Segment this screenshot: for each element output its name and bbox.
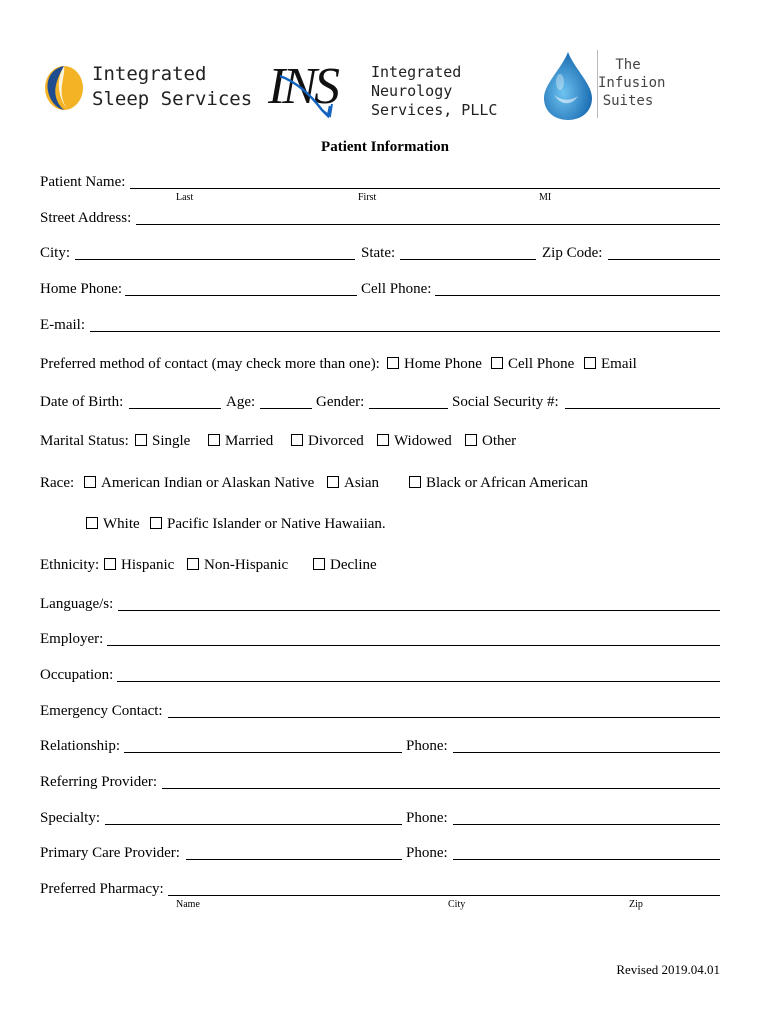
ethnicity-non-hispanic-option[interactable]: Non-Hispanic <box>187 554 288 576</box>
cell-phone-field[interactable] <box>435 295 720 296</box>
race-white-option[interactable]: White <box>86 513 140 535</box>
ethnicity-row <box>40 554 720 576</box>
form-title: Patient Information <box>321 139 449 155</box>
emergency-field[interactable] <box>168 717 720 718</box>
email-row <box>40 314 720 336</box>
language-field[interactable] <box>118 610 720 611</box>
referring-field[interactable] <box>162 788 720 789</box>
gender-label: Gender: <box>316 394 365 410</box>
employer-field[interactable] <box>107 645 720 646</box>
employer-label: Employer: <box>40 631 104 647</box>
ins-logo-line3: Services, PLLC <box>371 101 498 119</box>
sleep-logo-line1: Integrated <box>92 63 207 85</box>
specialty-field[interactable] <box>105 824 402 825</box>
city-field[interactable] <box>75 259 355 260</box>
sleep-logo-icon <box>42 63 86 113</box>
logo-infusion-suites <box>538 48 668 120</box>
language-label: Language/s: <box>40 596 114 612</box>
race-black-option[interactable]: Black or African American <box>409 472 588 494</box>
race-pacific-islander-option[interactable]: Pacific Islander or Native Hawaiian. <box>150 513 386 535</box>
contact-method-label: Preferred method of contact (may check more than one): <box>40 356 380 372</box>
home-phone-label: Home Phone: <box>40 281 123 297</box>
dob-field[interactable] <box>129 408 221 409</box>
relationship-row <box>40 735 720 757</box>
contact-cell-phone-option[interactable]: Cell Phone <box>491 353 574 375</box>
specialty-row <box>40 807 720 829</box>
marital-single-option[interactable]: Single <box>135 430 190 452</box>
patient-name-row <box>40 171 720 203</box>
ins-logo-line1: Integrated <box>371 63 462 81</box>
marital-row <box>40 430 720 452</box>
referring-label: Referring Provider: <box>40 774 158 790</box>
relationship-label: Relationship: <box>40 738 120 754</box>
water-drop-icon <box>540 50 596 122</box>
state-field[interactable] <box>400 259 536 260</box>
email-field[interactable] <box>90 331 720 332</box>
pharmacy-field[interactable] <box>168 895 720 896</box>
dob-row <box>40 391 720 413</box>
employer-row <box>40 628 720 650</box>
infusion-logo-line1: The <box>615 57 641 73</box>
pharmacy-label: Preferred Pharmacy: <box>40 881 164 897</box>
sleep-logo-line2: Sleep Services <box>92 88 253 110</box>
checkbox[interactable] <box>409 476 421 488</box>
pcp-field[interactable] <box>186 859 402 860</box>
pcp-phone-field[interactable] <box>453 859 720 860</box>
checkbox[interactable] <box>135 434 147 446</box>
checkbox[interactable] <box>584 357 596 369</box>
cell-phone-label: Cell Phone: <box>361 281 432 297</box>
race-asian-option[interactable]: Asian <box>327 472 379 494</box>
dob-label: Date of Birth: <box>40 394 124 410</box>
contact-email-option[interactable]: Email <box>584 353 637 375</box>
city-state-zip-row <box>40 242 720 264</box>
checkbox[interactable] <box>465 434 477 446</box>
checkbox[interactable] <box>187 558 199 570</box>
checkbox[interactable] <box>313 558 325 570</box>
occupation-label: Occupation: <box>40 667 114 683</box>
specialty-phone-label: Phone: <box>406 810 448 826</box>
checkbox[interactable] <box>86 517 98 529</box>
ethnicity-hispanic-option[interactable]: Hispanic <box>104 554 174 576</box>
pharmacy-zip-caption: Zip <box>629 899 643 910</box>
revision-date: Revised 2019.04.01 <box>616 962 720 977</box>
checkbox[interactable] <box>150 517 162 529</box>
race-row-2 <box>40 513 720 535</box>
patient-name-label: Patient Name: <box>40 174 126 190</box>
relationship-phone-label: Phone: <box>406 738 448 754</box>
street-row <box>40 207 720 229</box>
race-row <box>40 472 720 494</box>
infusion-logo-line3: Suites <box>602 93 654 109</box>
mi-caption: MI <box>539 192 552 203</box>
pcp-label: Primary Care Provider: <box>40 845 180 861</box>
logo-ins <box>268 58 498 124</box>
checkbox[interactable] <box>84 476 96 488</box>
street-label: Street Address: <box>40 210 132 226</box>
ethnicity-decline-option[interactable]: Decline <box>313 554 377 576</box>
pharmacy-row <box>40 878 720 910</box>
age-field[interactable] <box>260 408 312 409</box>
contact-home-phone-option[interactable]: Home Phone <box>387 353 482 375</box>
pcp-phone-label: Phone: <box>406 845 448 861</box>
email-label: E-mail: <box>40 317 85 333</box>
specialty-phone-field[interactable] <box>453 824 720 825</box>
ins-logo-mark: INS <box>268 58 337 115</box>
specialty-label: Specialty: <box>40 810 100 826</box>
checkbox[interactable] <box>291 434 303 446</box>
gender-field[interactable] <box>369 408 448 409</box>
occupation-field[interactable] <box>117 681 720 682</box>
first-name-caption: First <box>358 192 377 203</box>
contact-method-row <box>40 353 720 375</box>
checkbox[interactable] <box>377 434 389 446</box>
phones-row <box>40 278 720 300</box>
patient-name-field[interactable] <box>130 188 720 189</box>
checkbox[interactable] <box>104 558 116 570</box>
marital-label: Marital Status: <box>40 433 129 449</box>
infusion-logo-line2: Infusion <box>598 75 666 91</box>
emergency-label: Emergency Contact: <box>40 703 163 719</box>
logo-integrated-sleep <box>40 58 253 118</box>
ethnicity-label: Ethnicity: <box>40 557 100 573</box>
ins-logo-line2: Neurology <box>371 82 453 100</box>
marital-married-option[interactable]: Married <box>208 430 273 452</box>
zip-label: Zip Code: <box>542 245 603 261</box>
city-label: City: <box>40 245 71 261</box>
emergency-row <box>40 700 720 722</box>
race-label: Race: <box>40 475 75 491</box>
home-phone-field[interactable] <box>125 295 357 296</box>
relationship-phone-field[interactable] <box>453 752 720 753</box>
age-label: Age: <box>226 394 256 410</box>
occupation-row <box>40 664 720 686</box>
language-row <box>40 593 720 615</box>
pharmacy-name-caption: Name <box>176 899 200 910</box>
marital-divorced-option[interactable]: Divorced <box>291 430 364 452</box>
checkbox[interactable] <box>208 434 220 446</box>
pharmacy-city-caption: City <box>448 899 466 910</box>
relationship-field[interactable] <box>124 752 402 753</box>
marital-other-option[interactable]: Other <box>465 430 516 452</box>
race-american-indian-option[interactable]: American Indian or Alaskan Native <box>84 472 314 494</box>
pcp-row <box>40 842 720 864</box>
state-label: State: <box>361 245 396 261</box>
referring-row <box>40 771 720 793</box>
checkbox[interactable] <box>387 357 399 369</box>
zip-field[interactable] <box>608 259 720 260</box>
street-field[interactable] <box>136 224 720 225</box>
checkbox[interactable] <box>491 357 503 369</box>
checkbox[interactable] <box>327 476 339 488</box>
ssn-label: Social Security #: <box>452 394 559 410</box>
last-name-caption: Last <box>176 192 194 203</box>
ssn-field[interactable] <box>565 408 720 409</box>
ins-logo-swoosh-icon <box>278 66 370 118</box>
marital-widowed-option[interactable]: Widowed <box>377 430 452 452</box>
